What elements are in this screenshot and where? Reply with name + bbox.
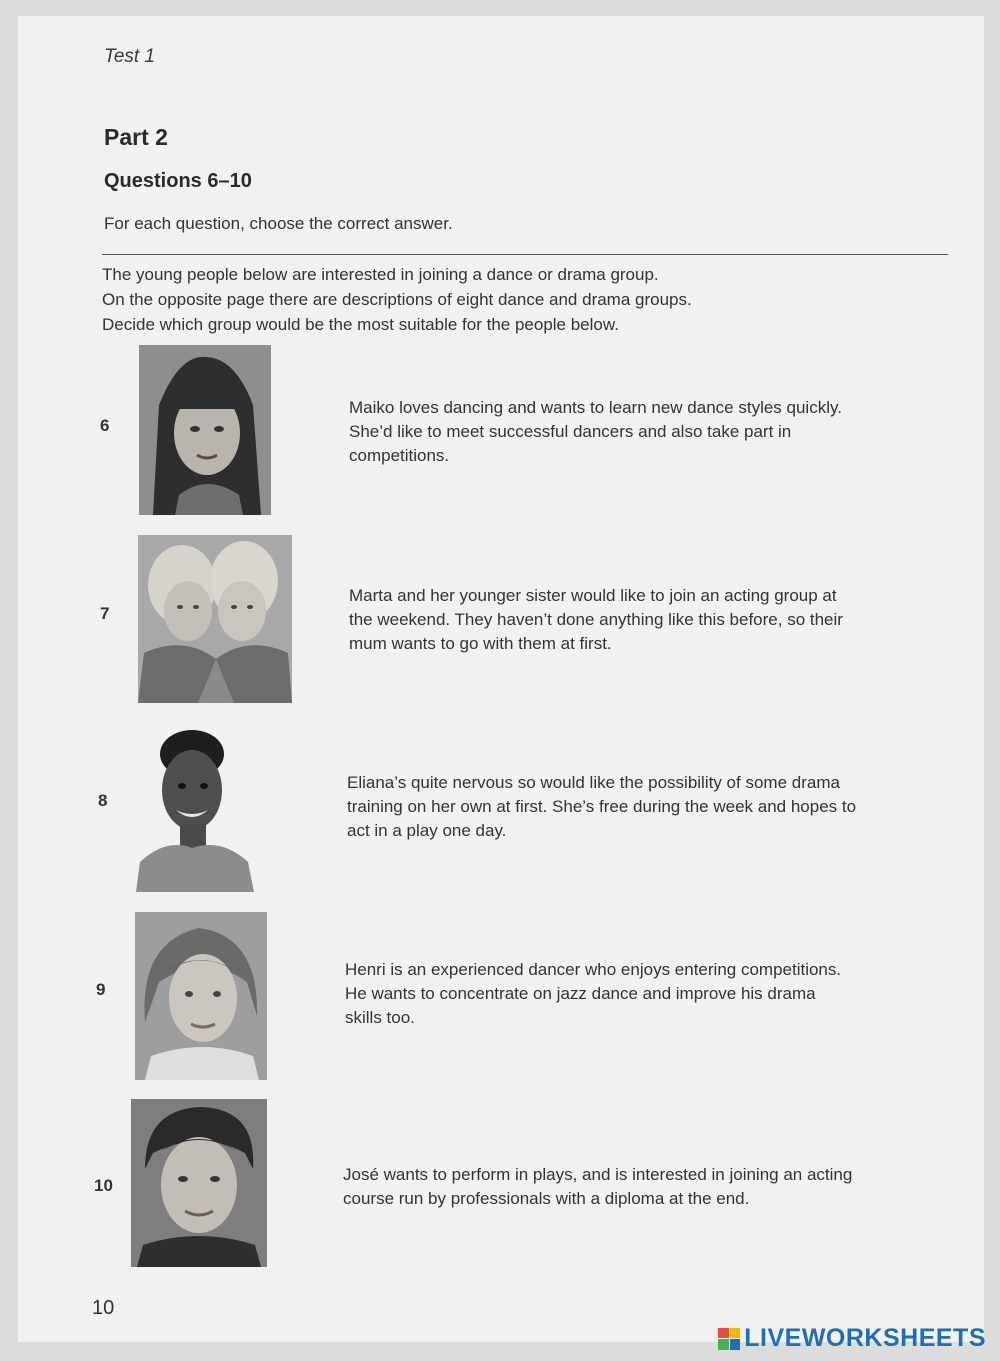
description-line: the weekend. They haven’t done anything like this before, so their bbox=[349, 610, 843, 629]
questions-title: Questions 6–10 bbox=[104, 170, 252, 192]
intro-line: Decide which group would be the most suitable for the people below. bbox=[102, 315, 619, 334]
part-title: Part 2 bbox=[104, 124, 168, 150]
photo-jose bbox=[131, 1099, 267, 1267]
liveworksheets-watermark bbox=[718, 1324, 986, 1353]
question-10-description bbox=[343, 1163, 943, 1211]
question-6-description bbox=[349, 396, 949, 468]
photo-eliana bbox=[136, 726, 254, 892]
question-9-description bbox=[345, 958, 945, 1030]
description-line: mum wants to go with them at first. bbox=[349, 634, 612, 653]
worksheet-page bbox=[18, 16, 984, 1342]
description-line: competitions. bbox=[349, 446, 450, 465]
intro-text bbox=[102, 262, 692, 337]
description-line: skills too. bbox=[345, 1008, 415, 1027]
liveworksheets-logo-icon bbox=[718, 1328, 740, 1350]
description-line: He wants to concentrate on jazz dance and improve his drama bbox=[345, 984, 816, 1003]
question-number-8: 8 bbox=[98, 791, 108, 810]
photo-maiko bbox=[139, 345, 271, 515]
test-label: Test 1 bbox=[104, 46, 156, 67]
photo-henri bbox=[135, 912, 267, 1080]
watermark-text: LIVEWORKSHEETS bbox=[744, 1324, 986, 1352]
intro-line: The young people below are interested in joining a dance or drama group. bbox=[102, 265, 659, 284]
description-line: Henri is an experienced dancer who enjoys entering competitions. bbox=[345, 960, 842, 979]
description-line: act in a play one day. bbox=[347, 821, 507, 840]
question-7-description bbox=[349, 584, 949, 656]
question-number-9: 9 bbox=[96, 980, 106, 999]
description-line: She’d like to meet successful dancers and also take part in bbox=[349, 422, 792, 441]
description-line: Eliana’s quite nervous so would like the possibility of some drama bbox=[347, 773, 840, 792]
divider bbox=[102, 254, 948, 255]
page-number: 10 bbox=[92, 1297, 115, 1319]
intro-line: On the opposite page there are descriptions of eight dance and drama groups. bbox=[102, 290, 692, 309]
question-8-description bbox=[347, 771, 947, 843]
question-number-10: 10 bbox=[94, 1176, 113, 1195]
photo-marta-and-sister bbox=[138, 535, 292, 703]
description-line: Marta and her younger sister would like to join an acting group at bbox=[349, 586, 837, 605]
question-number-7: 7 bbox=[100, 604, 110, 623]
description-line: course run by professionals with a diploma at the end. bbox=[343, 1189, 750, 1208]
description-line: Maiko loves dancing and wants to learn new dance styles quickly. bbox=[349, 398, 842, 417]
instruction-text: For each question, choose the correct answer. bbox=[104, 214, 453, 233]
description-line: training on her own at first. She’s free during the week and hopes to bbox=[347, 797, 857, 816]
description-line: José wants to perform in plays, and is interested in joining an acting bbox=[343, 1165, 853, 1184]
question-number-6: 6 bbox=[100, 416, 110, 435]
